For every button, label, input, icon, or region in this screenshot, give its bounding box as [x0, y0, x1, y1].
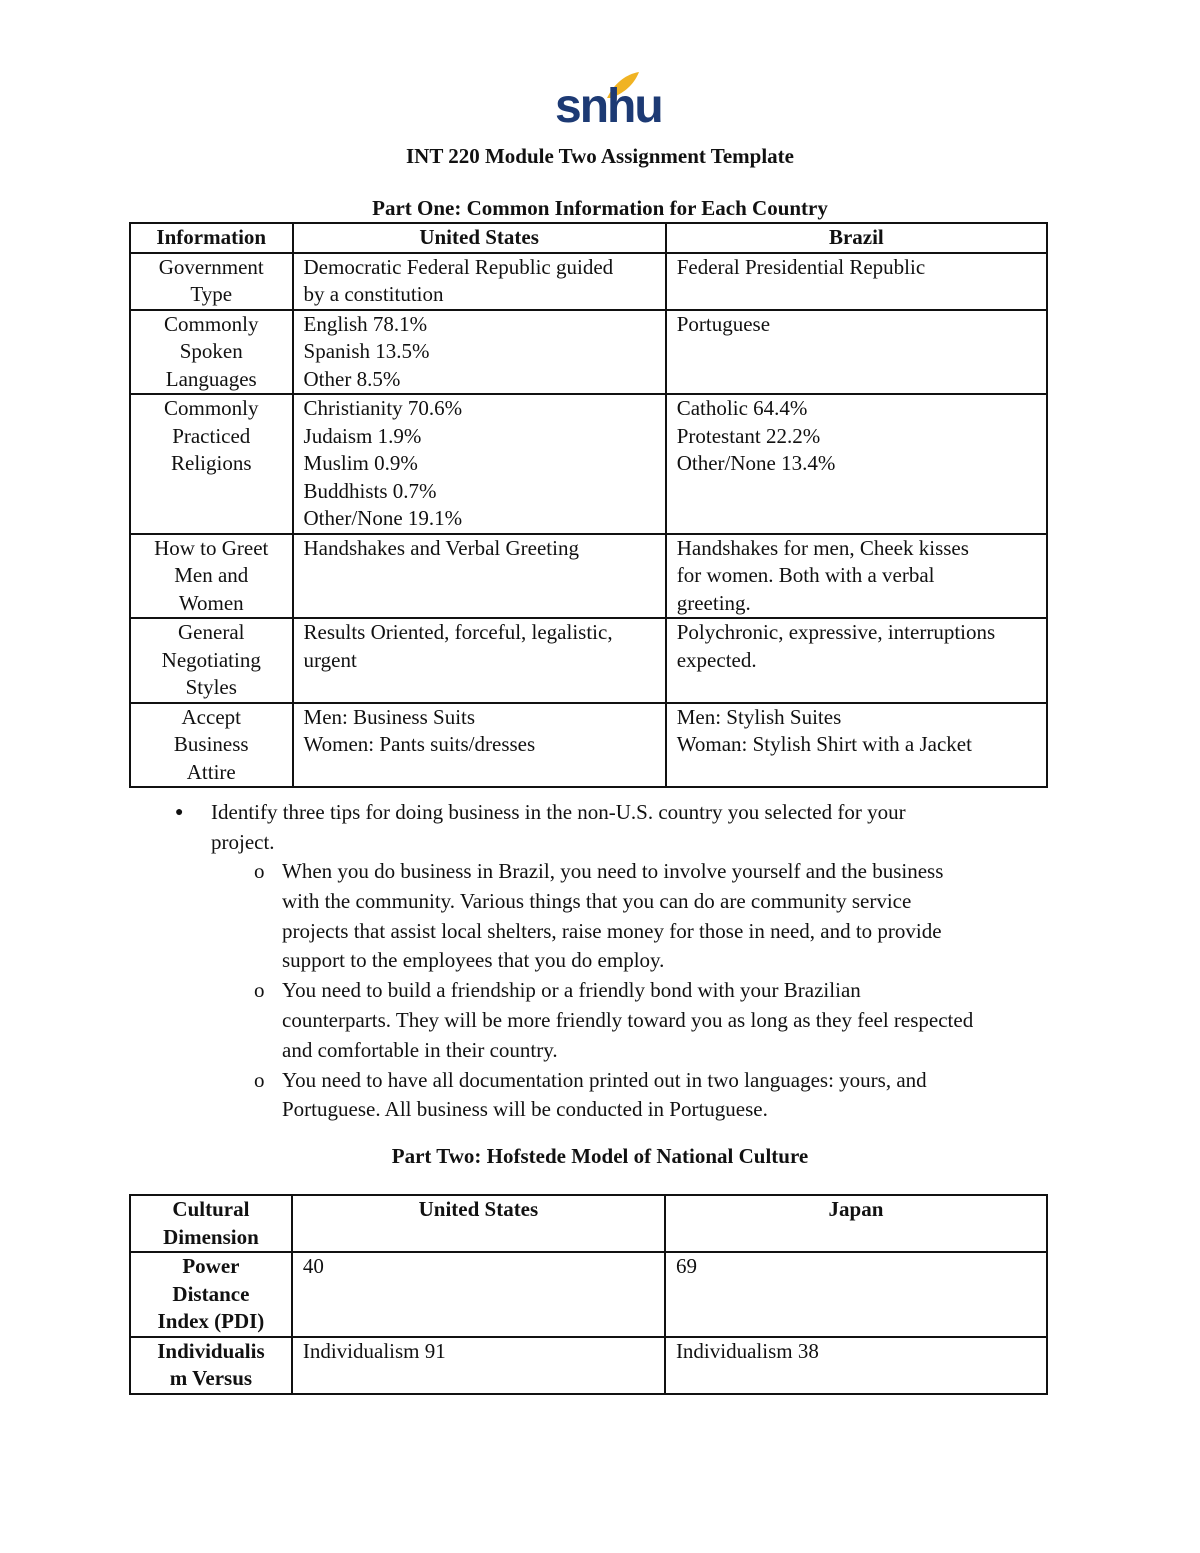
cell-line: Handshakes for men, Cheek kisses	[676, 535, 969, 560]
tip-prompt	[175, 798, 906, 858]
cell-line: Christianity 70.6%	[303, 396, 463, 420]
table-row	[130, 394, 1047, 534]
united-states-cell	[293, 253, 666, 310]
table-row	[130, 618, 1047, 703]
text-line: project.	[211, 829, 275, 854]
united-states-cell	[293, 310, 666, 395]
cell-line: Spoken	[179, 339, 243, 363]
table-row	[130, 534, 1047, 619]
text-line: and comfortable in their country.	[282, 1037, 558, 1062]
united-states-cell: Individualism 91	[292, 1337, 665, 1394]
japan-cell: Individualism 38	[665, 1337, 1047, 1394]
cell-line: Index (PDI)	[157, 1309, 265, 1333]
info-label-cell	[130, 310, 293, 395]
header-line: Dimension	[163, 1224, 259, 1249]
cell-line: Buddhists 0.7%	[303, 478, 437, 503]
cell-line: Men: Business Suits	[303, 704, 476, 729]
brazil-cell	[666, 618, 1047, 703]
united-states-cell: 40	[292, 1252, 665, 1337]
cell-line: Accept	[181, 704, 241, 729]
cell-line: Protestant 22.2%	[676, 423, 821, 448]
hofstede-table	[129, 1194, 1048, 1395]
tip-item	[254, 1066, 927, 1126]
brazil-cell	[666, 534, 1047, 619]
cell-line: English 78.1%	[303, 311, 428, 336]
cell-line: General	[178, 620, 245, 644]
cell-line: Results Oriented, forceful, legalistic,	[303, 620, 613, 644]
cell-line: Distance	[172, 1281, 250, 1306]
cell-line: Languages	[165, 366, 257, 391]
tip-item	[254, 976, 974, 1065]
cell-line: Government	[158, 254, 264, 279]
info-label-cell	[130, 618, 293, 703]
header-line: Cultural	[172, 1197, 250, 1221]
japan-cell: 69	[665, 1252, 1047, 1337]
cell-line: Polychronic, expressive, interruptions	[676, 620, 996, 644]
sub-bullet-icon: o	[254, 1067, 265, 1092]
cell-line: greeting.	[676, 590, 751, 615]
brazil-cell	[666, 703, 1047, 788]
common-info-table	[129, 222, 1048, 788]
cell-line: Other/None 13.4%	[676, 451, 836, 475]
united-states-cell	[293, 394, 666, 534]
cell-line: How to Greet	[154, 535, 269, 560]
text-line: When you do business in Brazil, you need to involve yourself and the business	[282, 859, 944, 883]
info-label-cell	[130, 703, 293, 788]
dimension-label-cell	[130, 1337, 292, 1394]
brazil-cell	[666, 310, 1047, 395]
cell-line: urgent	[303, 647, 357, 672]
cell-line: Religions	[171, 451, 252, 475]
cell-line: Women: Pants suits/dresses	[303, 732, 536, 756]
cell-line: Styles	[185, 675, 237, 699]
dimension-label-cell	[130, 1252, 292, 1337]
cell-line: Type	[190, 282, 233, 306]
cell-line: Other 8.5%	[303, 366, 401, 391]
table-row	[130, 253, 1047, 310]
brazil-cell	[666, 253, 1047, 310]
table-row	[130, 1337, 1047, 1394]
cell-line: Democratic Federal Republic guided	[303, 254, 614, 279]
cell-line: Men and	[174, 563, 249, 587]
text-line: counterparts. They will be more friendly toward you as long as they feel respected	[282, 1007, 974, 1032]
snhu-logo: snhu	[555, 74, 645, 134]
sub-bullet-icon: o	[254, 978, 265, 1003]
text-line: projects that assist local shelters, raise money for those in need, and to provide	[282, 918, 942, 943]
cell-line: Woman: Stylish Shirt with a Jacket	[676, 732, 972, 756]
header-united-states: United States	[293, 223, 666, 253]
text-line: with the community. Various things that you can do are community service	[282, 888, 912, 913]
cell-line: Portuguese	[676, 311, 771, 336]
cell-line: Judaism 1.9%	[303, 423, 422, 448]
text-line: You need to build a friendship or a friendly bond with your Brazilian	[282, 978, 861, 1003]
cell-line: Commonly	[164, 311, 259, 336]
table-header-row	[130, 1195, 1047, 1252]
cell-line: Women	[178, 590, 244, 615]
united-states-cell	[293, 703, 666, 788]
table-row	[130, 310, 1047, 395]
cell-line: Practiced	[172, 423, 251, 448]
cell-line: Catholic 64.4%	[676, 396, 808, 420]
cell-line: Commonly	[164, 396, 259, 420]
cell-line: by a constitution	[303, 282, 444, 306]
part-one-heading: Part One: Common Information for Each Country	[372, 196, 828, 220]
text-line: You need to have all documentation printed out in two languages: yours, and	[282, 1067, 927, 1092]
cell-line: for women. Both with a verbal	[676, 563, 935, 587]
text-line: support to the employees that you do employ.	[282, 948, 665, 973]
header-japan: Japan	[665, 1195, 1047, 1252]
info-label-cell	[130, 534, 293, 619]
bullet-icon: ●	[175, 805, 184, 820]
text-line: Identify three tips for doing business in the non-U.S. country you selected for your	[211, 800, 906, 824]
text-line: Portuguese. All business will be conducted in Portuguese.	[282, 1097, 768, 1122]
cell-line: Other/None 19.1%	[303, 506, 463, 530]
united-states-cell	[293, 618, 666, 703]
cell-line: expected.	[676, 647, 757, 672]
header-brazil: Brazil	[666, 223, 1047, 253]
header-information: Information	[130, 223, 293, 253]
cell-line: Negotiating	[161, 647, 261, 672]
cell-line: Business	[173, 732, 249, 756]
info-label-cell	[130, 253, 293, 310]
brazil-cell	[666, 394, 1047, 534]
cell-line: Muslim 0.9%	[303, 451, 418, 475]
cell-line: Individualis	[157, 1338, 265, 1363]
part-two-heading: Part Two: Hofstede Model of National Culture	[391, 1144, 809, 1168]
header-cultural-dimension	[130, 1195, 292, 1252]
cell-line: Power	[182, 1254, 240, 1278]
document-title: INT 220 Module Two Assignment Template	[406, 144, 794, 168]
info-label-cell	[130, 394, 293, 534]
cell-line: Spanish 13.5%	[303, 339, 430, 363]
cell-line: Handshakes and Verbal Greeting	[303, 535, 579, 560]
cell-line: Men: Stylish Suites	[676, 704, 842, 729]
cell-line: Federal Presidential Republic	[676, 254, 926, 279]
sub-bullet-icon: o	[254, 859, 265, 883]
header-united-states: United States	[292, 1195, 665, 1252]
united-states-cell	[293, 534, 666, 619]
tip-item	[254, 857, 944, 976]
table-header-row	[130, 223, 1047, 253]
cell-line: Attire	[186, 759, 236, 784]
table-row	[130, 703, 1047, 788]
cell-line: m Versus	[169, 1366, 253, 1390]
table-row	[130, 1252, 1047, 1337]
